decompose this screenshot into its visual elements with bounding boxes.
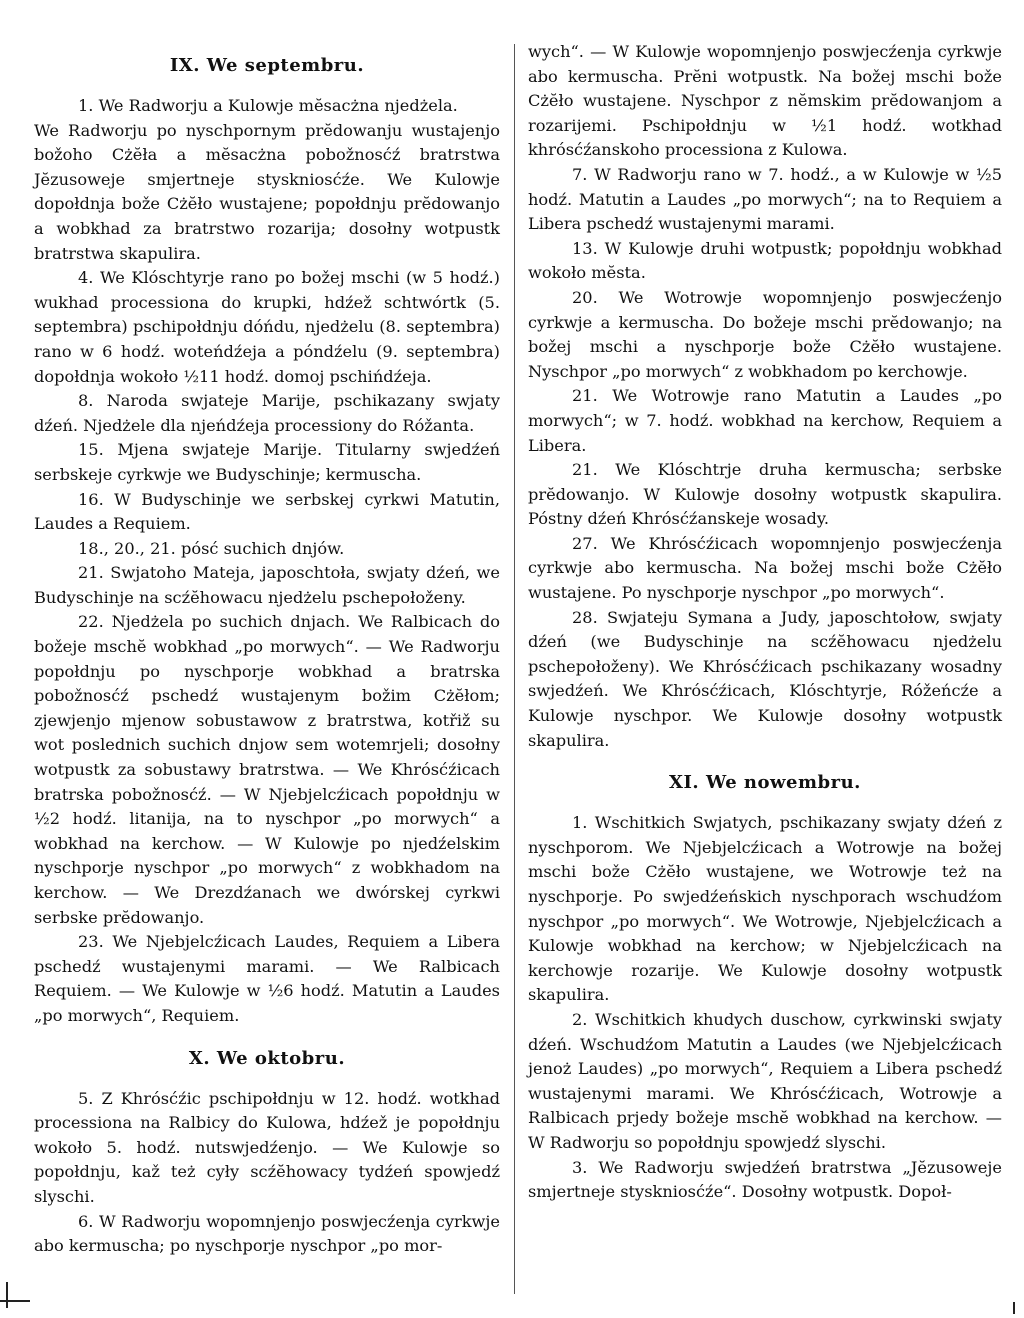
- paragraph: 8. Naroda swjateje Marije, pschikazany swjaty dźeń. Njedżele dla njeńdźeja processiony do Róžanta.: [34, 391, 500, 435]
- paragraph: 1. Wschitkich Swjatych, pschikazany swjaty dźeń z nyschporom. We Njebjelcźicach a Wotrowje na božej mschi bože Cżĕło wustajene, we Wotrowje też na nyschporje. Po swjedźeńskich nyschporach wschudźom nyschpor „po morwych“. We Wotrowje, Njebjelcźicach a Kulowje wobkhad na kerchow; w Njebjelcźicach na kerchowje rozarije. We Kulowje dosołny wotpustk skapulira.: [528, 813, 1002, 1005]
- paragraph: 6. W Radworju wopomnjenjo poswjecźenja cyrkwje abo kermuscha; po nyschporje nyschpor „po mor-: [34, 1211, 500, 1256]
- paragraph: 16. W Budyschinje we serbskej cyrkwi Matutin, Laudes a Requiem.: [34, 489, 500, 534]
- section-heading-november: XI. We nowembru.: [669, 772, 861, 794]
- paragraph: 3. We Radworju swjedźeń bratrstwa „Jĕzusoweje smjertneje styskniosćźe“. Dosołny wotpustk. Dopoł-: [528, 1157, 1002, 1202]
- right-column: [528, 40, 1002, 1205]
- paragraph: 1. We Radworju a Kulowje mĕsacżna njedżela.: [78, 96, 458, 115]
- paragraph: 22. Njedżela po suchich dnjach. We Ralbicach do božeje mschĕ wobkhad „po morwych“. — We Radworju popołdnju po nyschporje wobkhad a bratrska pobožnosćź pschedź wustajenym božim Cżĕłom; zjewjenjo mjenow sobustawow z bratrstwa, kotřiž su wot poslednich suchich dnjow sem wotemrjeli; dosołny wotpustk za sobustawy bratrstwa. — We Khrósćźicach bratrska pobožnosćź. — W Njebjelcźicach popołdnju w ½2 hodź. litanija, na to nyschpor „po morwych“ a wobkhad na kerchow. — W Kulowje po njedźelskim nyschporje nyschpor „po morwych“ z wobkhadom na kerchow. — We Drezdźanach we dwórskej cyrkwi serbske prĕdowanjo.: [34, 612, 500, 927]
- paragraph: 28. Swjateju Symana a Judy, japoschtołow, swjaty dźeń (we Budyschinje na scźĕhowacu njedżelu pschepołoženy). We Khrósćźicach pschikazany wosadny swjedźeń. We Khrósćźicach, Klóschtyrje, Róžeńcźe a Kulowje nyschpor. We Kulowje dosołny wotpustk skapulira.: [528, 607, 1002, 750]
- section-heading-october: X. We oktobru.: [188, 1047, 346, 1069]
- paragraph: 2. Wschitkich khudych duschow, cyrkwinski swjaty dźeń. Wschudźom Matutin a Laudes (we Njebjelcźicach jenoż Laudes) „po morwych“, Requiem a Libera pschedź wustajenymi marami. We Khrósćźicach, Wotrowje a Ralbicach prjedy božeje mschĕ wobkhad na kerchow. — W Radworju so popołdnju spowjedź slyschi.: [528, 1009, 1002, 1152]
- paragraph: 21. We Wotrowje rano Matutin a Laudes „po morwych“; w 7. hodź. wobkhad na kerchow, Requiem a Libera.: [528, 386, 1002, 455]
- paragraph: 15. Mjena swjateje Marije. Titularny swjedźeń serbskeje cyrkwje we Budyschinje; kermuscha.: [34, 440, 500, 484]
- left-column: [34, 40, 500, 1259]
- scan-edge-mark-right: [1013, 1302, 1015, 1314]
- paragraph: wych“. — W Kulowje wopomnjenjo poswjecźenja cyrkwje abo kermuscha. Prĕni wotpustk. Na božej mschi bože Cżĕło wustajene. Nyschpor z nĕmskim prĕdowanjom a rozarijemi. Pschipołdnju w ½1 hodź. wotkhad khrósćźanskoho processiona z Kulowa.: [528, 42, 1002, 160]
- scan-edge-mark: [6, 1282, 8, 1308]
- paragraph: 21. Swjatoho Mateja, japoschtoła, swjaty dźeń, we Budyschinje na scźĕhowacu njedżelu pschepołoženy.: [34, 563, 500, 607]
- paragraph: 4. We Klóschtyrje rano po božej mschi (w 5 hodź.) wukhad processiona do krupki, hdźež schtwórtk (5. septembra) pschipołdnju dóńdu, njedżelu (8. septembra) rano w 6 hodź. woteńdźeja a póndźelu (9. septembra) dopołdnja wokoło ½11 hodź. domoj pschińdźeja.: [34, 268, 500, 386]
- section-heading-september: IX. We septembru.: [169, 55, 365, 76]
- column-divider: [514, 44, 515, 1294]
- paragraph: 7. W Radworju rano w 7. hodź., a w Kulowje w ½5 hodź. Matutin a Laudes „po morwych“; na to Requiem a Libera pschedź wustajenymi marami.: [528, 164, 1002, 234]
- paragraph: We Radworju po nyschpornym prĕdowanju wustajenjo božoho Cżĕła a mĕsacżna pobožnosćź bratrstwa Jĕzusoweje smjertneje styskniosćźe. We Kulowje dopołdnja bože Cżĕło wustajene; popołdnju prĕdowanjo a wobkhad za bratrstwo rozarija; dosołny wotpustk bratrstwa skapulira.: [34, 120, 500, 263]
- paragraph: 23. We Njebjelcźicach Laudes, Requiem a Libera pschedź wustajenymi marami. — We Ralbicach Requiem. — We Kulowje w ½6 hodź. Matutin a Laudes „po morwych“, Requiem.: [34, 932, 500, 1025]
- paragraph: 18., 20., 21. pósć suchich dnjów.: [78, 538, 345, 558]
- paragraph: 13. W Kulowje druhi wotpustk; popołdnju wobkhad wokoło mĕsta.: [528, 238, 1002, 283]
- paragraph: 21. We Klóschtrje druha kermuscha; serbske prĕdowanjo. W Kulowje dosołny wotpustk skapulira. Póstny dźeń Khrósćźanskeje wosady.: [528, 460, 1002, 529]
- paragraph: 27. We Khrósćźicach wopomnjenjo poswjecźenja cyrkwje abo kermuscha. Na božej mschi bože Cżĕło wustajene. Po nyschporje nyschpor „po morwych“.: [528, 533, 1002, 603]
- paragraph: 5. Z Khrósćźic pschipołdnju w 12. hodź. wotkhad processiona na Ralbicy do Kulowa, hdźež je popołdnju wokoło 5. hodź. nutswjedźenjo. — We Kulowje so popołdnju, kaž też cyły scźĕhowacy tydźeń spowjedź slyschi.: [34, 1088, 500, 1206]
- scan-edge-line: [0, 1300, 30, 1302]
- paragraph: 20. We Wotrowje wopomnjenjo poswjecźenjo cyrkwje a kermuscha. Do božeje mschi prĕdowanjo; na božej mschi a nyschporje bože Cżĕło wustajene. Nyschpor „po morwych“ z wobkhadom po kerchowje.: [528, 287, 1002, 381]
